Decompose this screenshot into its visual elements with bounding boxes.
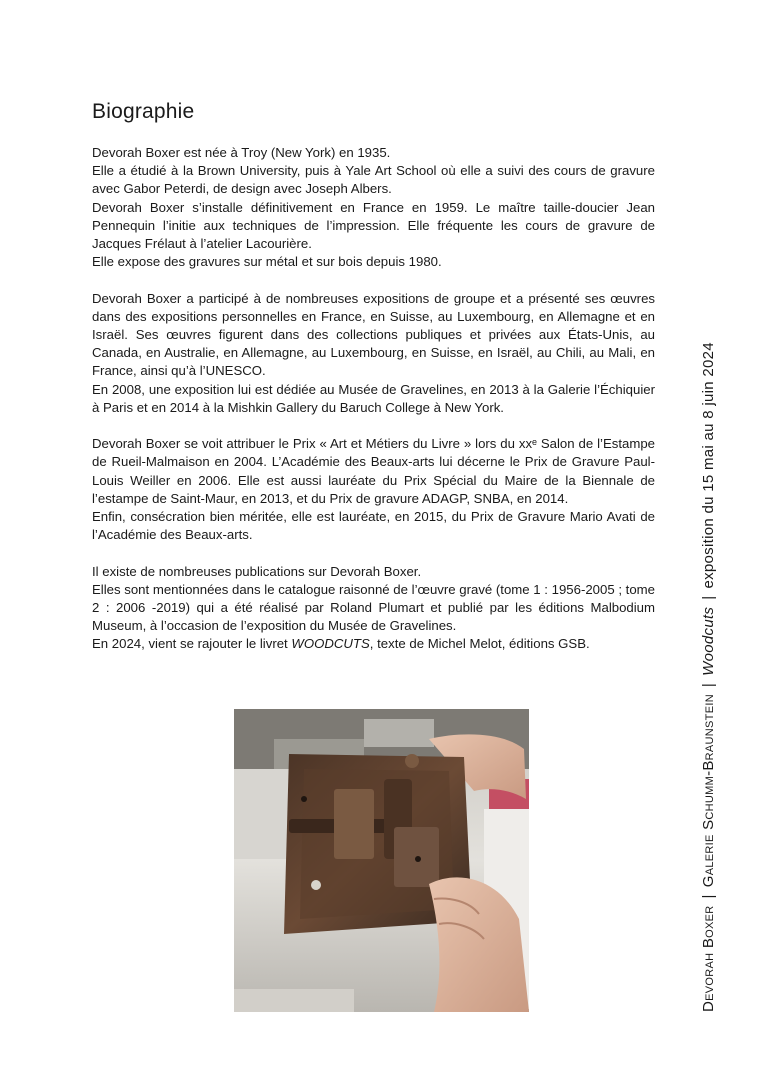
gallery-name: Galerie Schumm-Braunstein <box>700 694 717 888</box>
text-line: Devorah Boxer s’installe définitivement en France en 1959. Le maître taille-doucier Jean Pennequin l’initie aux techniques de l’impression. Elle fréquente les cours de gravure de Jacques Frélaut à l’atelier Lacourière. <box>92 199 655 252</box>
paragraph-awards <box>92 435 655 544</box>
text-line: Enfin, consécration bien méritée, elle est lauréate, en 2015, du Prix de Gravure Mario Avati de l’Académie des Beaux-arts. <box>92 509 655 543</box>
text-line: Devorah Boxer se voit attribuer le Prix « Art et Métiers du Livre » lors du xxᵉ Salon de l’Estampe de Rueil-Malmaison en 2004. L’Académie des Beaux-arts lui décerne le Prix de Gravure Paul-Louis Weiller en 2006. Elle est aussi lauréate du Prix Spécial du Maire de la Biennale de l’estampe de Saint-Maur, en 2013, et du Prix de gravure ADAGP, SNBA, en 2014. <box>92 436 655 506</box>
artist-name: Devorah Boxer <box>700 905 717 1012</box>
biography-text <box>92 144 655 672</box>
exhibition-caption <box>700 342 717 1012</box>
exhibition-title: Woodcuts <box>700 606 717 676</box>
text-fragment: En 2024, vient se rajouter le livret <box>92 636 292 652</box>
paragraph-exhibitions <box>92 290 655 417</box>
text-line: Elle expose des gravures sur métal et sur bois depuis 1980. <box>92 254 442 270</box>
woodcut-block-photo <box>234 709 529 1012</box>
page-title: Biographie <box>92 100 195 123</box>
text-line: Devorah Boxer est née à Troy (New York) en 1935. <box>92 145 391 160</box>
caption-separator: | <box>700 682 717 688</box>
text-line: Elles sont mentionnées dans le catalogue raisonné de l’œuvre gravé (tome 1 : 1956-2005 ; tome 2 : 2006 -2019) qui a été réalisé par Roland Plumart et publié par les éditions Malbodium Museum, à l’occasion de l’exposition du Musée de Gravelines. <box>92 581 655 634</box>
text-fragment: , texte de Michel Melot, éditions GSB. <box>369 636 590 652</box>
caption-separator: | <box>700 595 717 600</box>
text-line: En 2008, une exposition lui est dédiée au Musée de Gravelines, en 2013 à la Galerie l’Échiquier à Paris et en 2014 à la Mishkin Gallery du Baruch College à New York. <box>92 381 655 415</box>
text-line: Il existe de nombreuses publications sur Devorah Boxer. <box>92 563 422 579</box>
booklet-title: WOODCUTS <box>291 636 370 652</box>
caption-separator: | <box>700 894 717 899</box>
text-line: Elle a étudié à la Brown University, puis à Yale Art School où elle a suivi des cours de gravure avec Gabor Peterdi, de design avec Joseph Albers. <box>92 163 655 197</box>
paragraph-publications <box>92 563 655 654</box>
text-line-woodcuts <box>92 635 655 653</box>
text-line: Devorah Boxer a participé à de nombreuses expositions de groupe et a présenté ses œuvres dans des expositions personnelles en France, en Suisse, au Luxembourg, en Allemagne et en Israël. Ses œuvres figurent dans des collections publiques et privées aux États-Unis, au Canada, en Australie, en Allemagne, au Luxembourg, en Suisse, en Israël, au Chili, au Mali, en France, ainsi qu’à l’UNESCO. <box>92 290 655 379</box>
paragraph-early-life <box>92 144 655 271</box>
exhibition-dates: exposition du 15 mai au 8 juin 2024 <box>700 342 717 589</box>
